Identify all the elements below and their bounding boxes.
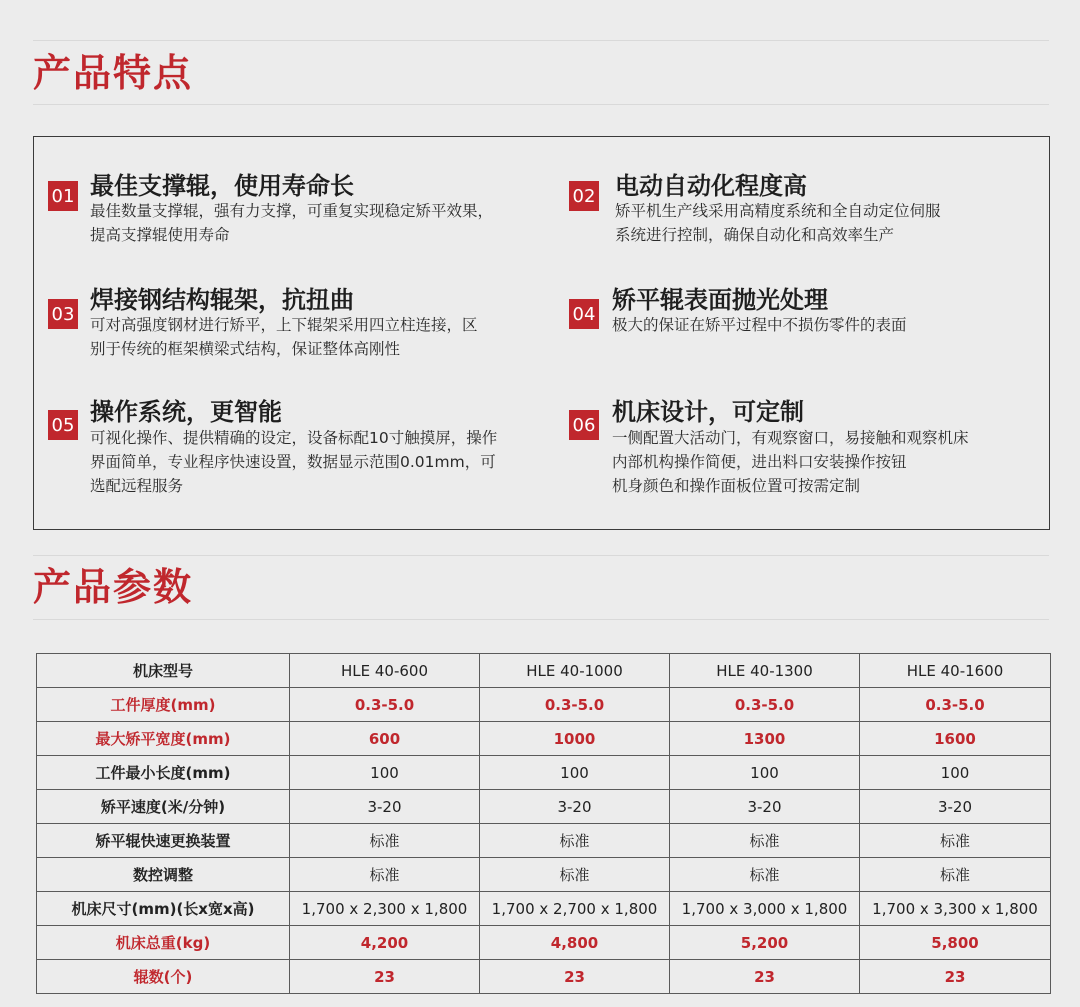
table-cell: 标准 bbox=[290, 824, 480, 858]
table-row-label: 工件最小长度(mm) bbox=[37, 756, 290, 790]
feature-description bbox=[90, 313, 478, 361]
feature-desc-line: 提高支撑辊使用寿命 bbox=[90, 226, 230, 244]
table-header-cell: HLE 40-600 bbox=[290, 654, 480, 688]
feature-desc-line: 最佳数量支撑辊，强有力支撑，可重复实现稳定矫平效果， bbox=[90, 202, 494, 220]
params-table bbox=[36, 653, 1051, 994]
table-row bbox=[37, 858, 1051, 892]
feature-desc-line: 系统进行控制，确保自动化和高效率生产 bbox=[615, 226, 895, 244]
feature-number-badge: 01 bbox=[48, 181, 78, 211]
feature-desc-line: 机身颜色和操作面板位置可按需定制 bbox=[612, 477, 861, 495]
table-cell: 1000 bbox=[480, 722, 670, 756]
feature-title: 机床设计，可定制 bbox=[612, 398, 804, 426]
table-cell: 100 bbox=[670, 756, 860, 790]
table-row bbox=[37, 756, 1051, 790]
table-row-label: 辊数(个) bbox=[37, 960, 290, 994]
feature-description bbox=[90, 426, 497, 498]
top-divider bbox=[33, 40, 1049, 41]
table-cell: 标准 bbox=[670, 858, 860, 892]
table-header-cell: HLE 40-1600 bbox=[860, 654, 1051, 688]
table-row-label: 矫平辊快速更换装置 bbox=[37, 824, 290, 858]
features-section-title: 产品特点 bbox=[33, 51, 194, 95]
table-row-label: 矫平速度(米/分钟) bbox=[37, 790, 290, 824]
table-cell: 4,800 bbox=[480, 926, 670, 960]
table-cell: 3-20 bbox=[860, 790, 1051, 824]
feature-desc-line: 选配远程服务 bbox=[90, 477, 184, 495]
table-row-label: 最大矫平宽度(mm) bbox=[37, 722, 290, 756]
feature-number-badge: 03 bbox=[48, 299, 78, 329]
table-cell: 标准 bbox=[860, 824, 1051, 858]
table-cell: 标准 bbox=[290, 858, 480, 892]
table-cell: 0.3-5.0 bbox=[670, 688, 860, 722]
table-row bbox=[37, 960, 1051, 994]
table-row-label: 机床尺寸(mm)(长x宽x高) bbox=[37, 892, 290, 926]
feature-desc-line: 矫平机生产线采用高精度系统和全自动定位伺服 bbox=[615, 202, 941, 220]
table-cell: 0.3-5.0 bbox=[860, 688, 1051, 722]
table-row-label: 工件厚度(mm) bbox=[37, 688, 290, 722]
table-row bbox=[37, 722, 1051, 756]
feature-desc-line: 别于传统的框架横梁式结构，保证整体高刚性 bbox=[90, 340, 401, 358]
table-cell: 4,200 bbox=[290, 926, 480, 960]
table-cell: 600 bbox=[290, 722, 480, 756]
table-cell: 23 bbox=[290, 960, 480, 994]
table-cell: 0.3-5.0 bbox=[480, 688, 670, 722]
table-cell: 1,700 x 3,300 x 1,800 bbox=[860, 892, 1051, 926]
table-cell: 3-20 bbox=[480, 790, 670, 824]
table-cell: 1,700 x 3,000 x 1,800 bbox=[670, 892, 860, 926]
feature-description bbox=[612, 426, 969, 498]
table-cell: 1,700 x 2,300 x 1,800 bbox=[290, 892, 480, 926]
table-cell: 100 bbox=[860, 756, 1051, 790]
feature-title: 电动自动化程度高 bbox=[615, 172, 807, 200]
feature-description bbox=[90, 199, 493, 247]
feature-desc-line: 可对高强度钢材进行矫平，上下辊架采用四立柱连接，区 bbox=[90, 316, 478, 334]
table-cell: 1300 bbox=[670, 722, 860, 756]
table-header-cell: HLE 40-1300 bbox=[670, 654, 860, 688]
features-title-divider bbox=[33, 104, 1049, 105]
table-cell: 标准 bbox=[480, 858, 670, 892]
table-header-cell: HLE 40-1000 bbox=[480, 654, 670, 688]
table-header-cell: 机床型号 bbox=[37, 654, 290, 688]
feature-title: 操作系统，更智能 bbox=[90, 398, 282, 426]
table-row bbox=[37, 824, 1051, 858]
table-cell: 23 bbox=[860, 960, 1051, 994]
features-box bbox=[33, 136, 1050, 530]
table-cell: 0.3-5.0 bbox=[290, 688, 480, 722]
table-cell: 标准 bbox=[480, 824, 670, 858]
table-cell: 1600 bbox=[860, 722, 1051, 756]
feature-title: 焊接钢结构辊架，抗扭曲 bbox=[90, 286, 354, 314]
table-row bbox=[37, 926, 1051, 960]
table-cell: 5,200 bbox=[670, 926, 860, 960]
table-row bbox=[37, 892, 1051, 926]
feature-description bbox=[612, 313, 907, 337]
feature-number-badge: 05 bbox=[48, 410, 78, 440]
table-cell: 3-20 bbox=[290, 790, 480, 824]
table-cell: 标准 bbox=[860, 858, 1051, 892]
feature-number-badge: 02 bbox=[569, 181, 599, 211]
feature-desc-line: 一侧配置大活动门，有观察窗口，易接触和观察机床 bbox=[612, 429, 969, 447]
table-cell: 5,800 bbox=[860, 926, 1051, 960]
table-row-label: 数控调整 bbox=[37, 858, 290, 892]
params-section-title: 产品参数 bbox=[33, 565, 194, 609]
table-row bbox=[37, 790, 1051, 824]
table-cell: 23 bbox=[670, 960, 860, 994]
feature-title: 最佳支撑辊，使用寿命长 bbox=[90, 172, 354, 200]
table-cell: 标准 bbox=[670, 824, 860, 858]
table-cell: 100 bbox=[290, 756, 480, 790]
feature-description bbox=[615, 199, 941, 247]
params-top-divider bbox=[33, 555, 1049, 556]
feature-desc-line: 极大的保证在矫平过程中不损伤零件的表面 bbox=[612, 316, 907, 334]
table-cell: 3-20 bbox=[670, 790, 860, 824]
feature-desc-line: 可视化操作、提供精确的设定，设备标配10寸触摸屏，操作 bbox=[90, 429, 498, 447]
feature-title: 矫平辊表面抛光处理 bbox=[612, 286, 828, 314]
table-row bbox=[37, 688, 1051, 722]
feature-desc-line: 界面简单，专业程序快速设置，数据显示范围0.01mm，可 bbox=[90, 453, 496, 471]
feature-number-badge: 06 bbox=[569, 410, 599, 440]
table-cell: 23 bbox=[480, 960, 670, 994]
table-cell: 100 bbox=[480, 756, 670, 790]
table-cell: 1,700 x 2,700 x 1,800 bbox=[480, 892, 670, 926]
feature-number-badge: 04 bbox=[569, 299, 599, 329]
feature-desc-line: 内部机构操作简便，进出料口安装操作按钮 bbox=[612, 453, 907, 471]
params-title-divider bbox=[33, 619, 1049, 620]
table-header-row bbox=[37, 654, 1051, 688]
table-row-label: 机床总重(kg) bbox=[37, 926, 290, 960]
